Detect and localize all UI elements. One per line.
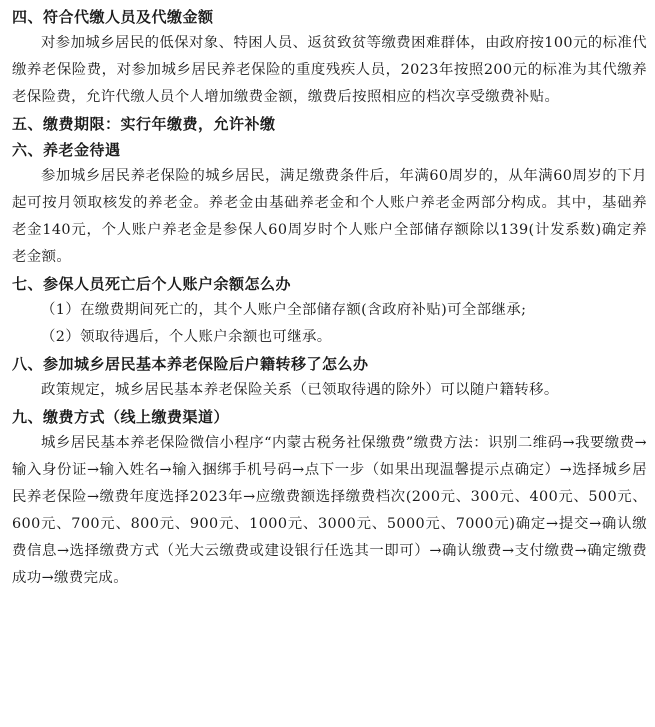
section-heading-7: 七、参保人员死亡后个人账户余额怎么办 — [12, 275, 292, 293]
section-7-item-1: （1）在缴费期间死亡的，其个人账户全部储存额(含政府补贴)可全部继承; — [41, 302, 527, 318]
section-heading-5: 五、缴费期限：实行年缴费，允许补缴 — [12, 115, 276, 133]
section-heading-4: 四、符合代缴人员及代缴金额 — [12, 8, 214, 26]
section-heading-9: 九、缴费方式（线上缴费渠道） — [12, 408, 230, 426]
section-9-paragraph: 城乡居民基本养老保险微信小程序“内蒙古税务社保缴费”缴费方法：识别二维码→我要缴费→输入身份证→输入姓名→输入捆绑手机号码→点下一步（如果出现温馨提示点确定）→选择城乡居民养老保险→缴费年度选择2023年→应缴费额选择缴费档次(200元、300元、400元、500元、600元、700元、800元、900元、1000元、3000元、5000元、7000元)确定→提交→确认缴费信息→选择缴费方式（光大云缴费或建设银行任选其一即可）→确认缴费→支付缴费→确定缴费成功→缴费完成。 — [12, 435, 647, 586]
section-6-paragraph: 参加城乡居民养老保险的城乡居民，满足缴费条件后，年满60周岁的，从年满60周岁的下月起可按月领取核发的养老金。养老金由基础养老金和个人账户养老金两部分构成。其中，基础养老金140元，个人账户养老金是参保人60周岁时个人账户全部储存额除以139(计发系数)确定养老金额。 — [12, 168, 647, 265]
section-heading-6: 六、养老金待遇 — [12, 141, 121, 159]
section-7-item-2: （2）领取待遇后，个人账户余额也可继承。 — [41, 329, 332, 345]
section-8-paragraph: 政策规定，城乡居民基本养老保险关系（已领取待遇的除外）可以随户籍转移。 — [41, 382, 559, 398]
section-4-paragraph: 对参加城乡居民的低保对象、特困人员、返贫致贫等缴费困难群体，由政府按100元的标准代缴养老保险费，对参加城乡居民养老保险的重度残疾人员，2023年按照200元的标准为其代缴养老保险费，允许代缴人员个人增加缴费金额，缴费后按照相应的档次享受缴费补贴。 — [12, 35, 647, 105]
section-heading-8: 八、参加城乡居民基本养老保险后户籍转移了怎么办 — [12, 355, 369, 373]
